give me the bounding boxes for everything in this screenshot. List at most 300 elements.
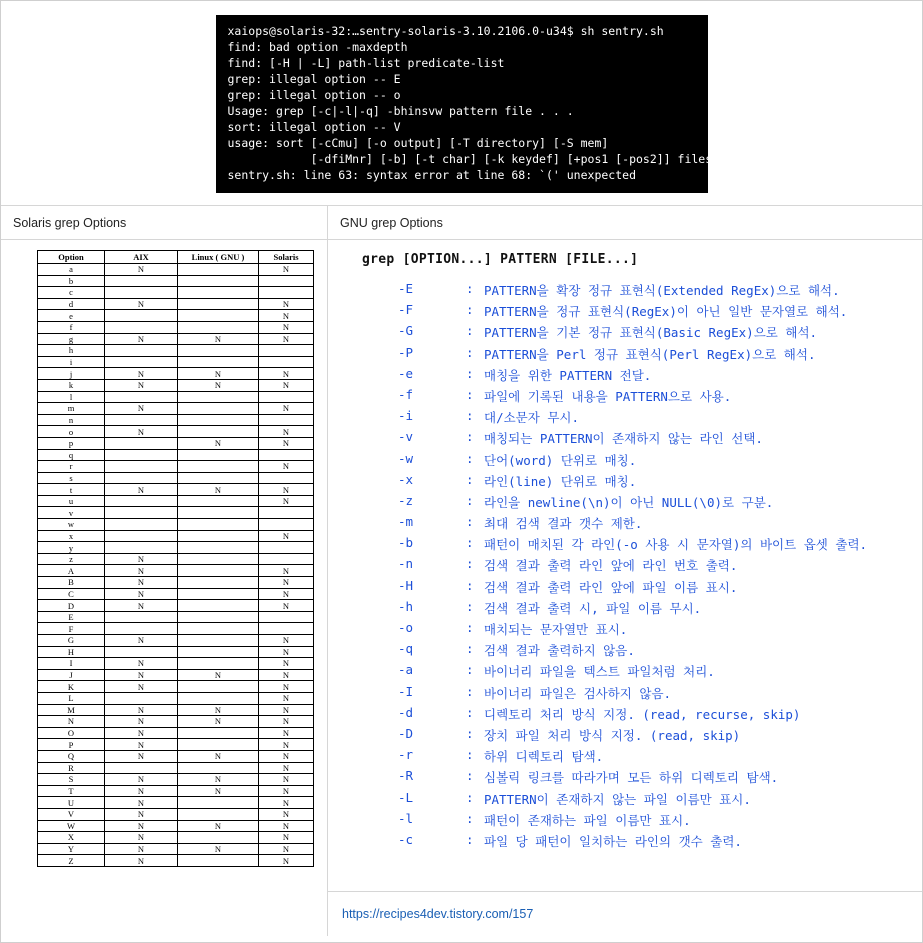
table-row [38,275,314,287]
table-cell: c [38,287,105,299]
table-row [38,646,314,658]
table-cell: M [38,704,105,716]
table-cell [105,495,178,507]
gnu-option-row [350,472,922,490]
table-cell: V [38,808,105,820]
table-cell [178,403,259,415]
gnu-usage-line: grep [OPTION...] PATTERN [FILE...] [362,252,639,267]
gnu-option-flag: -R [398,768,414,784]
table-cell: p [38,437,105,449]
table-cell: N [178,379,259,391]
table-cell: B [38,577,105,589]
solaris-options-table-area [1,240,327,867]
gnu-option-row [350,641,922,659]
gnu-option-description: 바이너리 파일은 검사하지 않음. [484,685,672,701]
table-cell [105,611,178,623]
gnu-option-description: 매치되는 문자열만 표시. [484,622,628,637]
table-cell [178,808,259,820]
gnu-option-flag: -o [398,620,414,635]
table-cell: J [38,669,105,681]
table-cell: N [105,797,178,809]
gnu-option-separator: : [466,810,474,826]
table-cell: N [105,635,178,647]
table-cell: N [259,681,314,693]
table-cell: N [259,774,314,786]
table-cell [178,530,259,542]
gnu-option-separator: : [466,323,474,339]
table-cell [178,553,259,565]
table-row [38,669,314,681]
gnu-options-list [350,281,922,850]
table-cell [178,797,259,809]
table-row [38,774,314,786]
table-cell: m [38,403,105,415]
table-cell [178,762,259,774]
gnu-option-description: PATTERN을 정규 표현식(RegEx)이 아닌 일반 문자열로 해석. [484,304,848,320]
table-cell [178,472,259,484]
gnu-option-row [350,535,922,553]
table-cell [105,310,178,322]
table-cell: C [38,588,105,600]
gnu-option-flag: -v [398,429,414,445]
table-cell: N [259,565,314,577]
table-cell: G [38,635,105,647]
gnu-option-description: PATTERN을 기본 정규 표현식(Basic RegEx)으로 해석. [484,325,818,341]
gnu-option-row [350,620,922,638]
table-row [38,484,314,496]
table-cell [178,298,259,310]
table-cell [105,275,178,287]
table-cell [259,391,314,403]
right-column-title: GNU grep Options [328,206,922,240]
terminal-line: sentry.sh: line 63: syntax error at line 68: `(' unexpected [227,168,636,182]
table-row [38,542,314,554]
table-cell [178,414,259,426]
table-cell: P [38,739,105,751]
table-cell: N [259,808,314,820]
table-row [38,565,314,577]
table-cell [105,542,178,554]
table-cell: N [259,820,314,832]
terminal-line: xaiops@solaris-32:…sentry-solaris-3.10.2106.0-u34$ sh sentry.sh [227,24,664,38]
gnu-option-separator: : [466,768,474,784]
gnu-option-row [350,790,922,808]
content-columns [1,206,922,936]
gnu-option-flag: -G [398,323,414,339]
table-header-row [38,251,314,264]
gnu-option-separator: : [466,641,474,657]
table-cell: N [105,855,178,867]
table-cell [178,727,259,739]
table-row [38,310,314,322]
gnu-option-description: 검색 결과 출력 라인 앞에 라인 번호 출력. [484,558,738,574]
gnu-option-description: 검색 결과 출력 시, 파일 이름 무시. [484,600,702,616]
gnu-option-row [350,408,922,426]
gnu-option-description: 검색 결과 출력 라인 앞에 파일 이름 표시. [484,579,738,595]
table-cell [105,530,178,542]
table-cell: N [259,750,314,762]
table-cell: N [259,658,314,670]
table-cell: N [105,553,178,565]
table-cell [178,611,259,623]
table-cell [105,449,178,461]
table-row [38,785,314,797]
table-cell: F [38,623,105,635]
table-cell: s [38,472,105,484]
table-cell [178,356,259,368]
table-cell: N [259,855,314,867]
gnu-option-separator: : [466,450,474,466]
table-cell: a [38,264,105,276]
gnu-option-description: 단어(word) 단위로 매칭. [484,452,637,468]
table-row [38,264,314,276]
table-cell: N [105,704,178,716]
gnu-option-description: 바이너리 파일을 텍스트 파일처럼 처리. [484,664,715,680]
gnu-option-flag: -h [398,598,414,614]
gnu-option-row [350,578,922,596]
table-cell [178,739,259,751]
table-row [38,356,314,368]
table-cell [105,623,178,635]
table-cell: t [38,484,105,496]
table-cell [259,553,314,565]
table-cell [178,681,259,693]
gnu-option-row [350,747,922,765]
table-cell: N [259,461,314,473]
table-cell: N [105,785,178,797]
footer-section [328,891,922,936]
gnu-option-description: 심볼릭 링크를 따라가며 모든 하위 디렉토리 탐색. [484,770,779,786]
gnu-option-row [350,366,922,384]
terminal-line: sort: illegal option -- V [227,120,401,134]
table-cell [178,623,259,635]
table-row [38,449,314,461]
gnu-option-row [350,345,922,363]
table-cell: R [38,762,105,774]
table-cell [259,507,314,519]
table-cell: I [38,658,105,670]
table-cell: l [38,391,105,403]
table-cell: N [178,669,259,681]
column-header-linux-gnu: Linux ( GNU ) [178,251,259,264]
gnu-option-description: 장치 파일 처리 방식 지정. (read, skip) [484,727,741,743]
table-cell: N [178,333,259,345]
gnu-option-separator: : [466,831,474,847]
table-row [38,495,314,507]
gnu-option-description: 파일에 기록된 내용을 PATTERN으로 사용. [484,388,732,404]
gnu-option-row [350,302,922,320]
table-cell: N [178,843,259,855]
table-cell: Z [38,855,105,867]
table-cell: N [105,600,178,612]
table-row [38,704,314,716]
left-column-title: Solaris grep Options [1,206,327,240]
table-cell: d [38,298,105,310]
gnu-option-flag: -x [398,471,414,487]
table-row [38,530,314,542]
table-row [38,832,314,844]
column-header-solaris: Solaris [259,251,314,264]
table-cell [178,542,259,554]
table-cell [259,519,314,531]
table-cell: N [259,727,314,739]
gnu-option-row [350,451,922,469]
table-cell: N [105,658,178,670]
gnu-option-separator: : [466,344,474,360]
gnu-option-flag: -F [398,302,414,318]
table-cell [178,461,259,473]
source-link[interactable]: https://recipes4dev.tistory.com/157 [342,907,534,921]
left-column [1,206,328,936]
terminal-line: grep: illegal option -- E [227,72,401,86]
gnu-option-row [350,493,922,511]
gnu-option-description: 검색 결과 출력하지 않음. [484,643,635,659]
table-cell: j [38,368,105,380]
table-cell [105,692,178,704]
table-row [38,588,314,600]
gnu-option-description: 파일 당 패턴이 일치하는 라인의 갯수 출력. [484,833,742,849]
table-cell: n [38,414,105,426]
table-cell: N [259,437,314,449]
table-row [38,333,314,345]
gnu-option-row [350,387,922,405]
gnu-option-separator: : [466,365,474,381]
gnu-option-row [350,281,922,299]
table-row [38,635,314,647]
table-cell [178,855,259,867]
table-cell [178,321,259,333]
table-cell: N [105,577,178,589]
gnu-option-separator: : [466,789,474,805]
table-row [38,750,314,762]
table-cell: W [38,820,105,832]
gnu-option-description: 하위 디렉토리 탐색. [484,749,604,765]
gnu-option-separator: : [466,514,474,530]
gnu-option-row [350,705,922,723]
gnu-option-description: 패턴이 존재하는 파일 이름만 표시. [484,812,691,828]
gnu-option-flag: -f [398,386,414,402]
table-cell: f [38,321,105,333]
table-cell [259,414,314,426]
gnu-option-separator: : [466,725,474,741]
table-cell: b [38,275,105,287]
table-cell [259,356,314,368]
table-cell [178,692,259,704]
gnu-option-flag: -b [398,535,414,551]
table-row [38,414,314,426]
table-row [38,461,314,473]
table-row [38,426,314,438]
table-cell: N [178,368,259,380]
table-cell: N [105,774,178,786]
table-cell [178,635,259,647]
table-cell: N [105,333,178,345]
table-cell: N [105,716,178,728]
table-cell [105,345,178,357]
table-row [38,321,314,333]
table-cell [105,646,178,658]
table-cell: N [178,484,259,496]
table-cell: S [38,774,105,786]
table-cell: N [259,600,314,612]
gnu-option-row [350,323,922,341]
table-cell: N [259,426,314,438]
table-row [38,472,314,484]
table-cell: N [178,437,259,449]
table-cell: N [259,646,314,658]
table-cell: q [38,449,105,461]
terminal-output [216,15,733,193]
gnu-option-flag: -L [398,789,414,805]
table-row [38,820,314,832]
table-cell [259,449,314,461]
table-row [38,600,314,612]
gnu-option-separator: : [466,577,474,593]
table-cell: N [105,739,178,751]
gnu-option-separator: : [466,429,474,445]
table-cell: N [259,797,314,809]
gnu-option-row [350,599,922,617]
column-header-aix: AIX [105,251,178,264]
table-cell: N [105,298,178,310]
table-cell: N [259,530,314,542]
gnu-option-flag: -q [398,641,414,657]
table-cell [178,310,259,322]
table-cell [178,646,259,658]
gnu-option-separator: : [466,535,474,551]
table-cell: g [38,333,105,345]
table-row [38,611,314,623]
table-cell: o [38,426,105,438]
gnu-option-separator: : [466,492,474,508]
table-cell: U [38,797,105,809]
table-cell [178,287,259,299]
table-cell [259,345,314,357]
table-cell [178,577,259,589]
gnu-option-flag: -n [398,556,414,572]
terminal-line: usage: sort [-cCmu] [-o output] [-T directory] [-S mem] [227,136,609,150]
table-cell: N [259,321,314,333]
table-cell: T [38,785,105,797]
terminal-line: [-dfiMnr] [-b] [-t char] [-k keydef] [+pos1 [-pos2]] files... [227,152,733,166]
gnu-option-description: 매칭을 위한 PATTERN 전달. [484,367,652,383]
gnu-option-flag: -m [398,514,414,530]
table-row [38,403,314,415]
table-row [38,577,314,589]
gnu-option-separator: : [466,471,474,487]
table-row [38,437,314,449]
table-cell: D [38,600,105,612]
table-cell [178,588,259,600]
gnu-option-description: PATTERN을 확장 정규 표현식(Extended RegEx)으로 해석. [484,283,840,298]
gnu-option-separator: : [466,620,474,635]
table-cell: N [178,774,259,786]
table-cell [105,437,178,449]
table-cell: N [259,843,314,855]
table-cell: N [259,298,314,310]
gnu-option-flag: -a [398,662,414,678]
table-cell: i [38,356,105,368]
table-cell: N [178,820,259,832]
table-cell [178,519,259,531]
terminal-line: Usage: grep [-c|-l|-q] -bhinsvw pattern file . . . [227,104,574,118]
table-cell: h [38,345,105,357]
table-cell: N [259,785,314,797]
table-cell [178,275,259,287]
column-header-option: Option [38,251,105,264]
table-row [38,808,314,820]
table-cell [105,507,178,519]
table-cell: Y [38,843,105,855]
table-cell: r [38,461,105,473]
gnu-option-separator: : [466,556,474,572]
gnu-option-row [350,832,922,850]
table-cell [259,623,314,635]
gnu-option-row [350,726,922,744]
table-cell: N [259,716,314,728]
table-row [38,519,314,531]
terminal-line: find: bad option -maxdepth [227,40,408,54]
table-cell [105,391,178,403]
table-row [38,298,314,310]
table-cell: x [38,530,105,542]
table-row [38,692,314,704]
table-cell [178,264,259,276]
table-cell [178,600,259,612]
table-cell: N [259,484,314,496]
table-cell: N [259,762,314,774]
table-cell: w [38,519,105,531]
gnu-option-flag: -r [398,747,414,763]
table-cell: N [259,739,314,751]
table-cell: N [105,843,178,855]
table-cell [105,519,178,531]
table-row [38,391,314,403]
table-row [38,797,314,809]
gnu-option-row [350,429,922,447]
table-row [38,623,314,635]
table-cell: L [38,692,105,704]
table-cell: N [105,820,178,832]
gnu-option-separator: : [466,281,474,296]
table-cell: N [178,716,259,728]
gnu-option-row [350,811,922,829]
table-cell: N [105,565,178,577]
table-cell: N [178,785,259,797]
table-cell: N [259,310,314,322]
table-cell: N [259,333,314,345]
table-row [38,658,314,670]
table-cell [105,762,178,774]
gnu-option-flag: -P [398,344,414,360]
table-cell: N [259,669,314,681]
gnu-option-description: 라인을 newline(\n)이 아닌 NULL(\0)로 구분. [484,494,774,510]
table-cell: N [259,379,314,391]
table-row [38,287,314,299]
table-cell: K [38,681,105,693]
terminal-section [1,1,922,206]
gnu-option-separator: : [466,408,474,424]
table-cell [105,472,178,484]
gnu-options-area [328,240,922,891]
gnu-option-row [350,514,922,532]
table-cell: N [105,368,178,380]
gnu-option-separator: : [466,302,474,318]
table-row [38,681,314,693]
table-cell [178,391,259,403]
table-cell [105,287,178,299]
gnu-option-flag: -E [398,281,414,296]
